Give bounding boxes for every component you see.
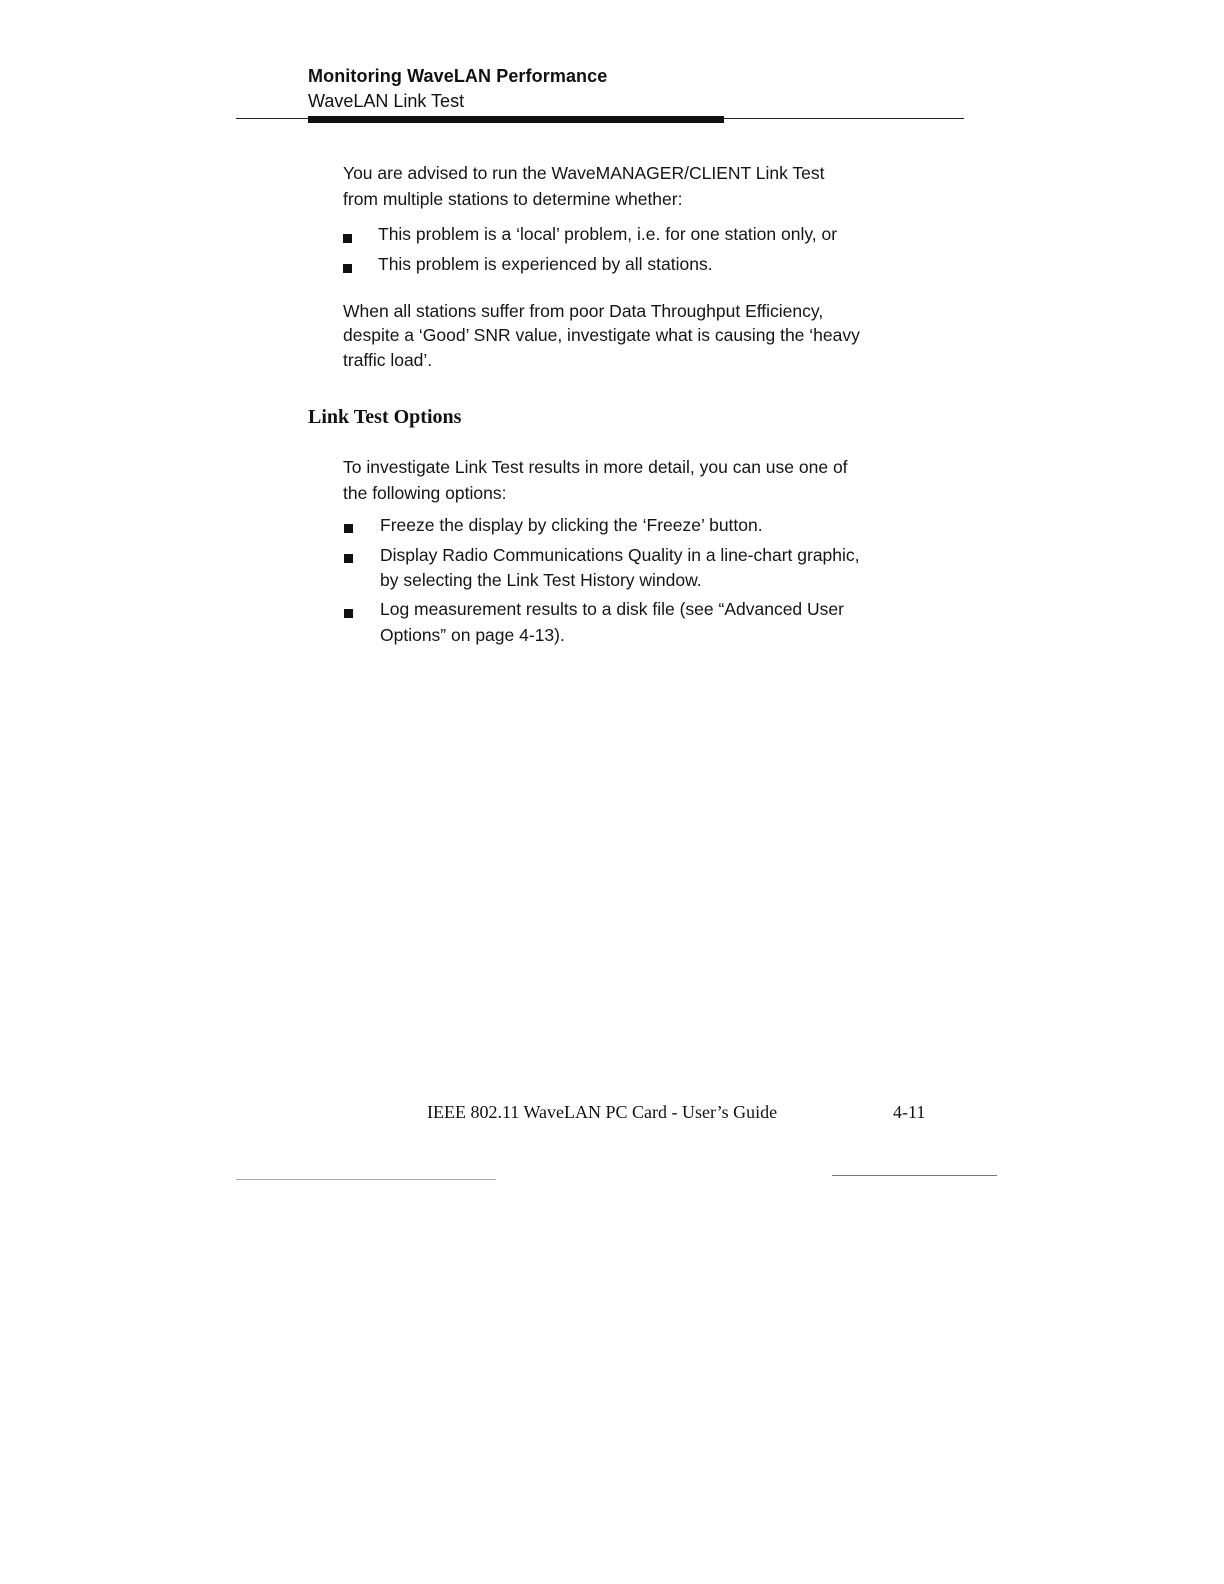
intro-line-2: from multiple stations to determine whether: [343, 189, 683, 209]
scan-artifact-line [832, 1175, 997, 1176]
options-intro-line-1: To investigate Link Test results in more detail, you can use one of [343, 457, 848, 477]
bullet-marker [344, 524, 353, 533]
intro-bullet-2: This problem is experienced by all stations. [378, 254, 713, 274]
option-bullet-2-line-1: Display Radio Communications Quality in a line-chart graphic, [380, 545, 860, 565]
intro-bullet-1: This problem is a ‘local’ problem, i.e. for one station only, or [378, 224, 838, 244]
option-bullet-1-line-1: Freeze the display by clicking the ‘Freeze’ button. [380, 515, 763, 535]
option-bullet-3-line-2: Options” on page 4-13). [380, 625, 565, 645]
bullet-marker [344, 554, 353, 563]
options-intro-line-2: the following options: [343, 483, 507, 503]
paragraph2-line-1: When all stations suffer from poor Data Throughput Efficiency, [343, 301, 824, 321]
bullet-marker [344, 609, 353, 618]
section-title: WaveLAN Link Test [308, 91, 465, 111]
option-bullet-3-line-1: Log measurement results to a disk file (see “Advanced User [380, 599, 844, 619]
paragraph2-line-2: despite a ‘Good’ SNR value, investigate what is causing the ‘heavy [343, 325, 860, 345]
bullet-marker [343, 264, 352, 273]
scan-artifact-line [236, 1179, 496, 1180]
footer-guide-title: IEEE 802.11 WaveLAN PC Card - User’s Guide [427, 1102, 778, 1122]
page-number: 4-11 [893, 1102, 926, 1122]
header-rule-accent [308, 116, 724, 123]
chapter-title: Monitoring WaveLAN Performance [308, 66, 608, 86]
intro-line-1: You are advised to run the WaveMANAGER/CLIENT Link Test [343, 163, 825, 183]
paragraph2-line-3: traffic load’. [343, 350, 433, 370]
bullet-marker [343, 234, 352, 243]
section-heading: Link Test Options [308, 406, 462, 428]
option-bullet-2-line-2: by selecting the Link Test History window. [380, 570, 702, 590]
